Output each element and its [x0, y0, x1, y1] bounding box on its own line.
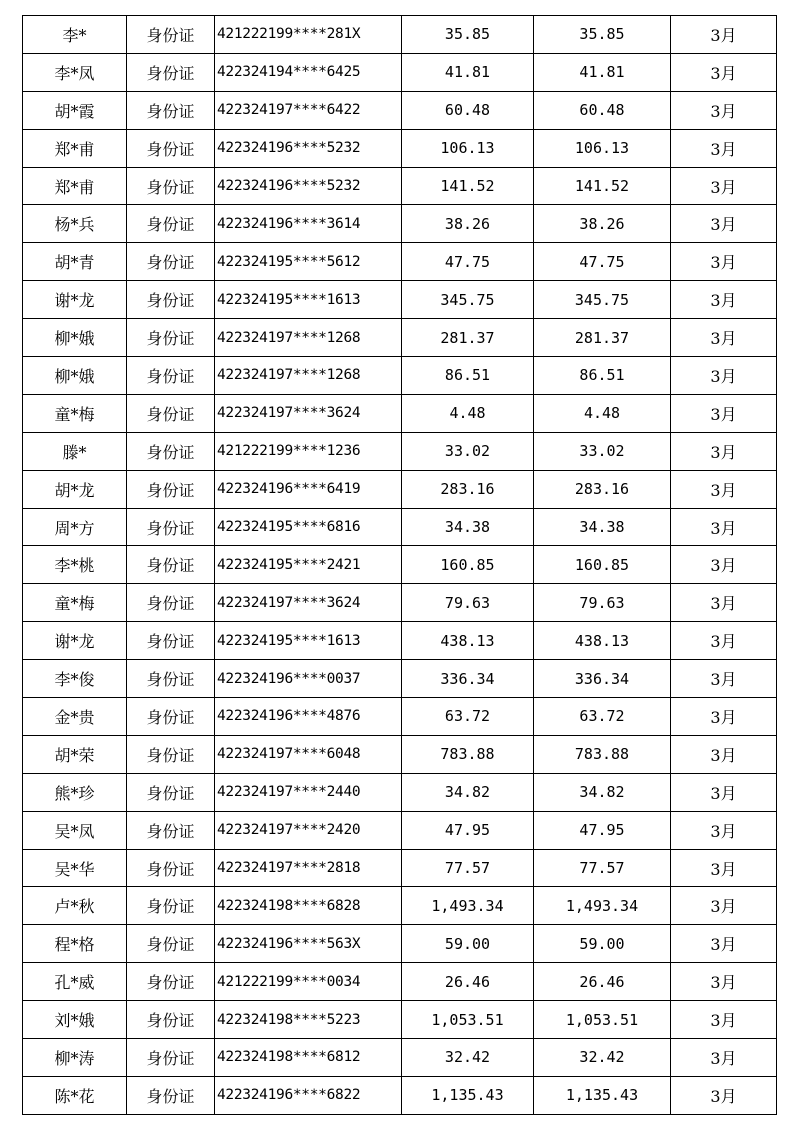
id-type-cell: 身份证 [127, 622, 215, 660]
name-cell: 郑*甫 [23, 167, 127, 205]
id-type-cell: 身份证 [127, 243, 215, 281]
month-cell: 3月 [671, 735, 777, 773]
id-type-cell: 身份证 [127, 849, 215, 887]
id-number-cell: 422324194****6425 [215, 53, 402, 91]
id-type-cell: 身份证 [127, 887, 215, 925]
month-cell: 3月 [671, 394, 777, 432]
amount-paid-cell: 281.37 [534, 319, 671, 357]
amount-paid-cell: 141.52 [534, 167, 671, 205]
name-cell: 胡*霞 [23, 91, 127, 129]
amount-paid-cell: 63.72 [534, 698, 671, 736]
amount-cell: 32.42 [402, 1039, 534, 1077]
id-number-cell: 422324195****6816 [215, 508, 402, 546]
amount-cell: 336.34 [402, 660, 534, 698]
id-number-cell: 422324196****6419 [215, 470, 402, 508]
amount-cell: 34.38 [402, 508, 534, 546]
amount-cell: 283.16 [402, 470, 534, 508]
name-cell: 杨*兵 [23, 205, 127, 243]
month-cell: 3月 [671, 167, 777, 205]
amount-cell: 34.82 [402, 773, 534, 811]
month-cell: 3月 [671, 53, 777, 91]
month-cell: 3月 [671, 546, 777, 584]
id-number-cell: 422324196****5232 [215, 167, 402, 205]
table-row [23, 129, 777, 167]
amount-paid-cell: 59.00 [534, 925, 671, 963]
amount-cell: 79.63 [402, 584, 534, 622]
amount-cell: 106.13 [402, 129, 534, 167]
name-cell: 柳*娥 [23, 357, 127, 395]
month-cell: 3月 [671, 319, 777, 357]
month-cell: 3月 [671, 470, 777, 508]
amount-cell: 281.37 [402, 319, 534, 357]
amount-cell: 59.00 [402, 925, 534, 963]
amount-paid-cell: 336.34 [534, 660, 671, 698]
table-row [23, 281, 777, 319]
name-cell: 程*格 [23, 925, 127, 963]
name-cell: 童*梅 [23, 584, 127, 622]
id-type-cell: 身份证 [127, 963, 215, 1001]
table-row [23, 53, 777, 91]
id-type-cell: 身份证 [127, 357, 215, 395]
id-number-cell: 422324196****4876 [215, 698, 402, 736]
month-cell: 3月 [671, 698, 777, 736]
name-cell: 胡*龙 [23, 470, 127, 508]
id-number-cell: 422324197****2818 [215, 849, 402, 887]
id-number-cell: 422324197****2440 [215, 773, 402, 811]
id-type-cell: 身份证 [127, 660, 215, 698]
amount-paid-cell: 1,053.51 [534, 1001, 671, 1039]
table-row [23, 1076, 777, 1114]
amount-paid-cell: 4.48 [534, 394, 671, 432]
amount-cell: 141.52 [402, 167, 534, 205]
month-cell: 3月 [671, 811, 777, 849]
name-cell: 滕* [23, 432, 127, 470]
table-row [23, 394, 777, 432]
month-cell: 3月 [671, 584, 777, 622]
amount-cell: 41.81 [402, 53, 534, 91]
amount-cell: 63.72 [402, 698, 534, 736]
month-cell: 3月 [671, 925, 777, 963]
name-cell: 李*俊 [23, 660, 127, 698]
amount-paid-cell: 35.85 [534, 16, 671, 54]
id-number-cell: 421222199****0034 [215, 963, 402, 1001]
amount-cell: 33.02 [402, 432, 534, 470]
id-number-cell: 422324198****6812 [215, 1039, 402, 1077]
id-type-cell: 身份证 [127, 53, 215, 91]
name-cell: 胡*青 [23, 243, 127, 281]
id-number-cell: 422324197****3624 [215, 584, 402, 622]
id-type-cell: 身份证 [127, 319, 215, 357]
month-cell: 3月 [671, 1039, 777, 1077]
amount-cell: 47.75 [402, 243, 534, 281]
amount-paid-cell: 86.51 [534, 357, 671, 395]
id-number-cell: 422324196****6822 [215, 1076, 402, 1114]
id-type-cell: 身份证 [127, 16, 215, 54]
table-row [23, 735, 777, 773]
table-row [23, 205, 777, 243]
amount-paid-cell: 32.42 [534, 1039, 671, 1077]
table-row [23, 357, 777, 395]
id-number-cell: 422324196****0037 [215, 660, 402, 698]
month-cell: 3月 [671, 16, 777, 54]
name-cell: 熊*珍 [23, 773, 127, 811]
table-row [23, 470, 777, 508]
id-number-cell: 422324197****1268 [215, 357, 402, 395]
id-type-cell: 身份证 [127, 546, 215, 584]
table-row [23, 91, 777, 129]
amount-paid-cell: 41.81 [534, 53, 671, 91]
amount-paid-cell: 38.26 [534, 205, 671, 243]
name-cell: 郑*甫 [23, 129, 127, 167]
table-row [23, 16, 777, 54]
table-row [23, 773, 777, 811]
name-cell: 李*桃 [23, 546, 127, 584]
amount-cell: 35.85 [402, 16, 534, 54]
amount-paid-cell: 1,135.43 [534, 1076, 671, 1114]
id-number-cell: 422324196****5232 [215, 129, 402, 167]
amount-cell: 38.26 [402, 205, 534, 243]
id-number-cell: 422324198****5223 [215, 1001, 402, 1039]
month-cell: 3月 [671, 357, 777, 395]
name-cell: 刘*娥 [23, 1001, 127, 1039]
id-number-cell: 422324198****6828 [215, 887, 402, 925]
id-type-cell: 身份证 [127, 167, 215, 205]
id-type-cell: 身份证 [127, 735, 215, 773]
id-type-cell: 身份证 [127, 91, 215, 129]
month-cell: 3月 [671, 1001, 777, 1039]
id-number-cell: 422324197****3624 [215, 394, 402, 432]
month-cell: 3月 [671, 887, 777, 925]
id-number-cell: 422324195****5612 [215, 243, 402, 281]
amount-paid-cell: 783.88 [534, 735, 671, 773]
amount-paid-cell: 47.95 [534, 811, 671, 849]
id-type-cell: 身份证 [127, 773, 215, 811]
table-row [23, 698, 777, 736]
id-number-cell: 422324197****6422 [215, 91, 402, 129]
amount-paid-cell: 34.82 [534, 773, 671, 811]
name-cell: 吴*凤 [23, 811, 127, 849]
amount-cell: 26.46 [402, 963, 534, 1001]
month-cell: 3月 [671, 205, 777, 243]
payment-table-body [23, 16, 777, 1115]
month-cell: 3月 [671, 508, 777, 546]
amount-paid-cell: 345.75 [534, 281, 671, 319]
name-cell: 柳*娥 [23, 319, 127, 357]
amount-paid-cell: 438.13 [534, 622, 671, 660]
table-row [23, 319, 777, 357]
name-cell: 吴*华 [23, 849, 127, 887]
name-cell: 陈*花 [23, 1076, 127, 1114]
amount-paid-cell: 160.85 [534, 546, 671, 584]
id-type-cell: 身份证 [127, 1076, 215, 1114]
payment-table [22, 15, 777, 1115]
name-cell: 周*方 [23, 508, 127, 546]
month-cell: 3月 [671, 91, 777, 129]
id-type-cell: 身份证 [127, 129, 215, 167]
month-cell: 3月 [671, 281, 777, 319]
month-cell: 3月 [671, 660, 777, 698]
amount-cell: 438.13 [402, 622, 534, 660]
amount-paid-cell: 106.13 [534, 129, 671, 167]
id-type-cell: 身份证 [127, 698, 215, 736]
id-number-cell: 422324196****3614 [215, 205, 402, 243]
amount-cell: 1,053.51 [402, 1001, 534, 1039]
name-cell: 胡*荣 [23, 735, 127, 773]
id-number-cell: 421222199****1236 [215, 432, 402, 470]
amount-cell: 47.95 [402, 811, 534, 849]
table-row [23, 1001, 777, 1039]
amount-cell: 4.48 [402, 394, 534, 432]
amount-cell: 60.48 [402, 91, 534, 129]
amount-paid-cell: 26.46 [534, 963, 671, 1001]
table-row [23, 167, 777, 205]
amount-paid-cell: 60.48 [534, 91, 671, 129]
table-row [23, 622, 777, 660]
amount-cell: 1,493.34 [402, 887, 534, 925]
table-row [23, 546, 777, 584]
table-row [23, 584, 777, 622]
id-number-cell: 421222199****281X [215, 16, 402, 54]
id-number-cell: 422324195****1613 [215, 622, 402, 660]
table-row [23, 887, 777, 925]
amount-cell: 1,135.43 [402, 1076, 534, 1114]
id-type-cell: 身份证 [127, 470, 215, 508]
amount-paid-cell: 283.16 [534, 470, 671, 508]
id-type-cell: 身份证 [127, 811, 215, 849]
table-row [23, 849, 777, 887]
id-number-cell: 422324196****563X [215, 925, 402, 963]
id-type-cell: 身份证 [127, 584, 215, 622]
amount-paid-cell: 79.63 [534, 584, 671, 622]
table-row [23, 925, 777, 963]
name-cell: 卢*秋 [23, 887, 127, 925]
name-cell: 谢*龙 [23, 281, 127, 319]
name-cell: 柳*涛 [23, 1039, 127, 1077]
table-row [23, 963, 777, 1001]
table-row [23, 432, 777, 470]
id-type-cell: 身份证 [127, 205, 215, 243]
id-number-cell: 422324197****2420 [215, 811, 402, 849]
id-type-cell: 身份证 [127, 1039, 215, 1077]
name-cell: 谢*龙 [23, 622, 127, 660]
amount-cell: 345.75 [402, 281, 534, 319]
table-row [23, 1039, 777, 1077]
month-cell: 3月 [671, 1076, 777, 1114]
id-number-cell: 422324195****2421 [215, 546, 402, 584]
month-cell: 3月 [671, 773, 777, 811]
amount-paid-cell: 77.57 [534, 849, 671, 887]
amount-cell: 77.57 [402, 849, 534, 887]
id-type-cell: 身份证 [127, 508, 215, 546]
amount-cell: 86.51 [402, 357, 534, 395]
id-type-cell: 身份证 [127, 281, 215, 319]
id-number-cell: 422324197****1268 [215, 319, 402, 357]
id-type-cell: 身份证 [127, 394, 215, 432]
id-type-cell: 身份证 [127, 1001, 215, 1039]
amount-paid-cell: 33.02 [534, 432, 671, 470]
amount-paid-cell: 47.75 [534, 243, 671, 281]
amount-cell: 783.88 [402, 735, 534, 773]
month-cell: 3月 [671, 243, 777, 281]
name-cell: 李*凤 [23, 53, 127, 91]
table-row [23, 660, 777, 698]
table-row [23, 508, 777, 546]
month-cell: 3月 [671, 129, 777, 167]
table-row [23, 243, 777, 281]
id-type-cell: 身份证 [127, 925, 215, 963]
name-cell: 金*贵 [23, 698, 127, 736]
name-cell: 孔*威 [23, 963, 127, 1001]
amount-paid-cell: 34.38 [534, 508, 671, 546]
month-cell: 3月 [671, 622, 777, 660]
name-cell: 童*梅 [23, 394, 127, 432]
amount-cell: 160.85 [402, 546, 534, 584]
id-number-cell: 422324195****1613 [215, 281, 402, 319]
month-cell: 3月 [671, 963, 777, 1001]
id-type-cell: 身份证 [127, 432, 215, 470]
amount-paid-cell: 1,493.34 [534, 887, 671, 925]
table-row [23, 811, 777, 849]
id-number-cell: 422324197****6048 [215, 735, 402, 773]
name-cell: 李* [23, 16, 127, 54]
month-cell: 3月 [671, 849, 777, 887]
month-cell: 3月 [671, 432, 777, 470]
